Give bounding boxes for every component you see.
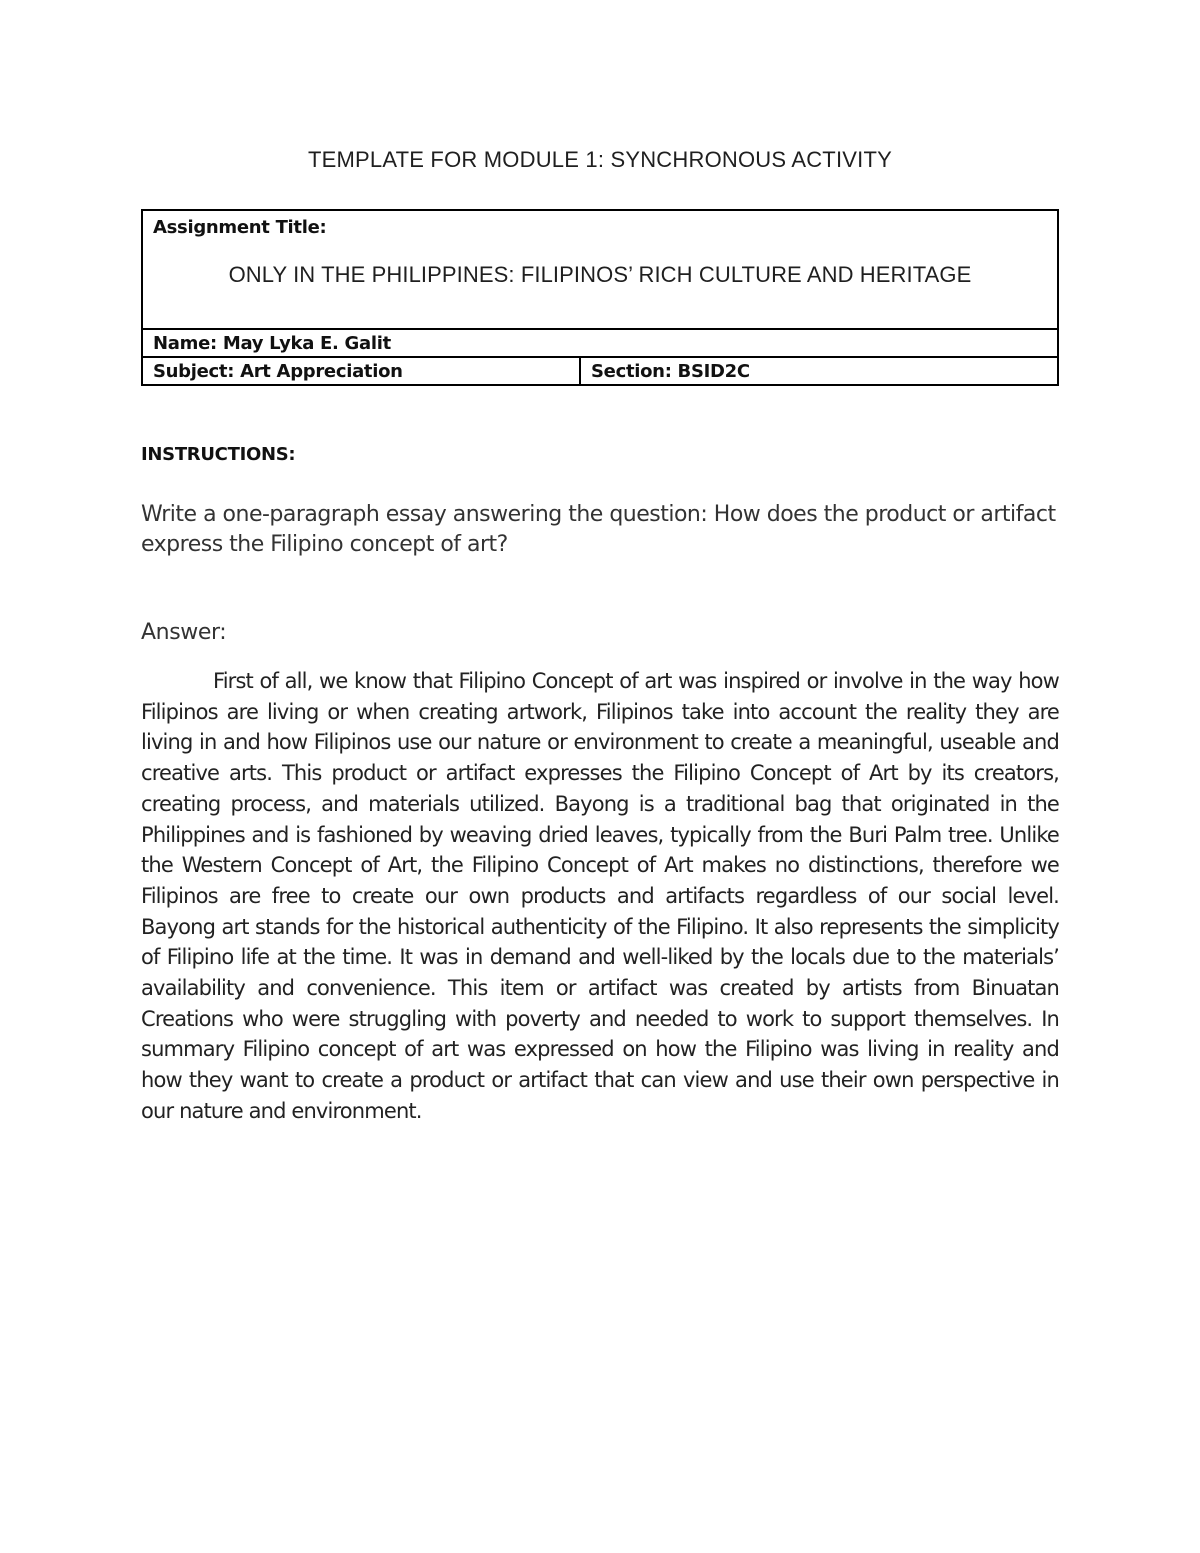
section-field: Section: BSID2C: [580, 357, 1058, 385]
student-name: Name: May Lyka E. Galit: [142, 329, 1058, 357]
answer-paragraph: First of all, we know that Filipino Concept of art was inspired or involve in the way how Filipinos are living or when creating artwork, Filipinos take into account the reality they are living in and how Filipinos use our nature or environment to create a meaningful, useable and creative arts. This product or artifact expresses the Filipino Concept of Art by its creators, creating process, and materials utilized. Bayong is a traditional bag that originated in the Philippines and is fashioned by weaving dried leaves, typically from the Buri Palm tree. Unlike the Western Concept of Art, the Filipino Concept of Art makes no distinctions, therefore we Filipinos are free to create our own products and artifacts regardless of our social level. Bayong art stands for the historical authenticity of the Filipino. It also represents the simplicity of Filipino life at the time. It was in demand and well-liked by the locals due to the materials’ availability and convenience. This item or artifact was created by artists from Binuatan Creations who were struggling with poverty and needed to work to support themselves. In summary Filipino concept of art was expressed on how the Filipino was living in reality and how they want to create a product or artifact that can view and use their own perspective in our nature and environment.: [141, 669, 1059, 1123]
name-row: [142, 329, 1058, 357]
assignment-title-cell: [142, 210, 1058, 329]
page-title: TEMPLATE FOR MODULE 1: SYNCHRONOUS ACTIVITY: [308, 147, 892, 172]
assignment-title-row: [142, 210, 1058, 329]
assignment-title-label: Assignment Title:: [153, 217, 327, 238]
instructions-heading: INSTRUCTIONS:: [141, 444, 296, 465]
instructions-text: Write a one-paragraph essay answering the question: How does the product or artifact express the Filipino concept of art?: [141, 502, 1056, 557]
assignment-info-table: [141, 209, 1059, 386]
assignment-title: ONLY IN THE PHILIPPINES: FILIPINOS’ RICH CULTURE AND HERITAGE: [228, 262, 972, 287]
subject-section-row: [142, 357, 1058, 385]
subject-field: Subject: Art Appreciation: [142, 357, 580, 385]
answer-label: Answer:: [141, 620, 227, 645]
